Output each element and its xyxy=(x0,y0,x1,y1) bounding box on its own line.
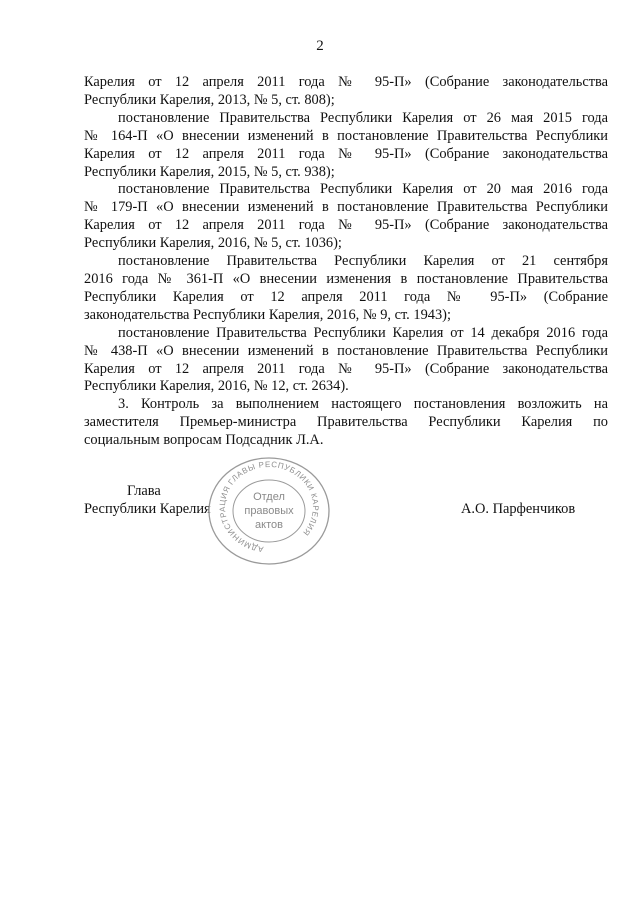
paragraph-line: Республики Карелия, 2016, № 12, ст. 2634). xyxy=(84,378,349,395)
paragraph-line: постановление Правительства Республики Карелия от 21 сентября xyxy=(118,253,608,270)
document-body xyxy=(84,74,608,450)
paragraph-line: Карелия от 12 апреля 2011 года № 95-П» (Собрание законодательства xyxy=(84,145,608,162)
paragraph-line: Республики Карелия от 12 апреля 2011 года № 95-П» (Собрание xyxy=(84,288,608,305)
paragraph-line: Республики Карелия, 2016, № 5, ст. 1036); xyxy=(84,235,342,252)
paragraph-line: 2016 года № 361-П «О внесении изменения в постановление Правительства xyxy=(84,270,608,287)
stamp-center-line-2: правовых xyxy=(244,505,294,517)
page-number: 2 xyxy=(316,38,324,54)
official-stamp xyxy=(205,455,333,567)
paragraph-line: Карелия от 12 апреля 2011 года № 95-П» (Собрание законодательства xyxy=(84,360,608,377)
paragraph-line: № 164-П «О внесении изменений в постановление Правительства Республики xyxy=(84,127,608,144)
stamp-center-line-3: актов xyxy=(255,519,283,531)
stamp-center-line-1: Отдел xyxy=(253,491,285,503)
paragraph-line: постановление Правительства Республики Карелия от 20 мая 2016 года xyxy=(118,181,608,198)
paragraph-line: Карелия от 12 апреля 2011 года № 95-П» (Собрание законодательства xyxy=(84,74,608,90)
paragraph-line: № 179-П «О внесении изменений в постановление Правительства Республики xyxy=(84,199,608,216)
paragraph-line: № 438-П «О внесении изменений в постановление Правительства Республики xyxy=(84,342,608,359)
paragraph-line: Республики Карелия, 2015, № 5, ст. 938); xyxy=(84,163,335,180)
stamp-ring-text: АДМИНИСТРАЦИЯ ГЛАВЫ РЕСПУБЛИКИ КАРЕЛИЯ xyxy=(217,459,321,554)
paragraph-line: Республики Карелия, 2013, № 5, ст. 808); xyxy=(84,91,335,108)
signatory-name: А.О. Парфенчиков xyxy=(461,501,576,517)
paragraph-line: постановление Правительства Республики Карелия от 26 мая 2015 года xyxy=(118,109,608,126)
paragraph-line: Карелия от 12 апреля 2011 года № 95-П» (Собрание законодательства xyxy=(84,217,608,234)
signatory-title-line1: Глава xyxy=(127,483,161,499)
paragraph-line: социальным вопросам Подсадник Л.А. xyxy=(84,432,324,449)
signatory-title-line2: Республики Карелия xyxy=(84,501,211,517)
paragraph-line: постановление Правительства Республики Карелия от 14 декабря 2016 года xyxy=(118,324,608,341)
paragraph-line: 3. Контроль за выполнением настоящего постановления возложить на xyxy=(118,396,608,413)
paragraph-line: законодательства Республики Карелия, 2016, № 9, ст. 1943); xyxy=(84,306,451,323)
paragraph-line: заместителя Премьер-министра Правительства Республики Карелия по xyxy=(84,414,608,431)
